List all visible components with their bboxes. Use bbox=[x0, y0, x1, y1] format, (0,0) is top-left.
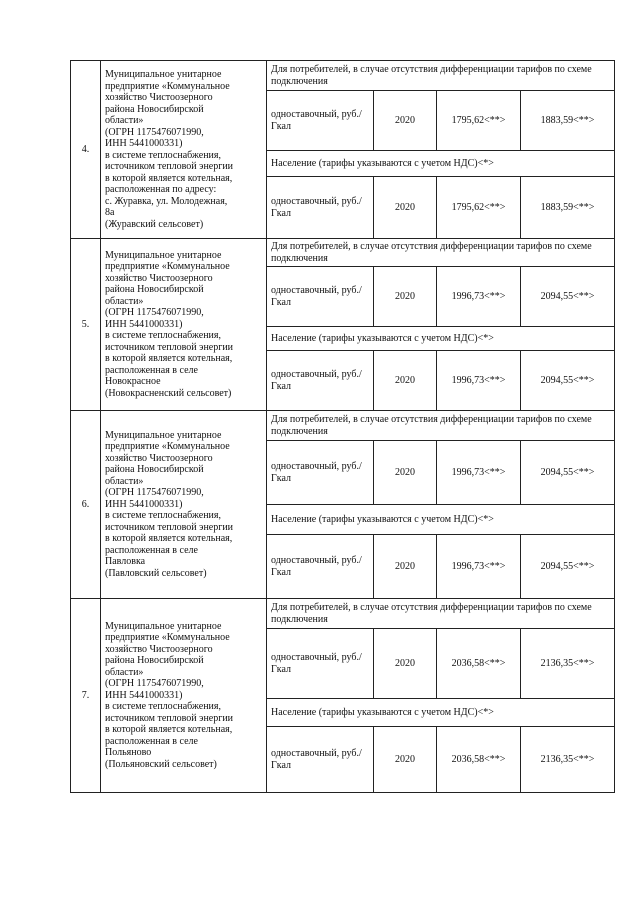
organization-line: Муниципальное унитарное bbox=[105, 69, 222, 80]
tariff-year: 2020 bbox=[374, 727, 437, 793]
tariff-unit: одноставочный, руб./Гкал bbox=[267, 267, 374, 327]
row-number: 4. bbox=[71, 61, 101, 239]
organization-line: расположенная в селе bbox=[105, 364, 198, 376]
price-first-half: 2036,58<**> bbox=[437, 629, 521, 699]
organization-description bbox=[101, 61, 267, 239]
organization-line: в которой является котельная, bbox=[105, 172, 233, 184]
organization-line: области» bbox=[105, 475, 144, 487]
price-second-half: 1883,59<**> bbox=[521, 91, 615, 151]
organization-line: источником тепловой энергии bbox=[105, 341, 234, 353]
organization-line: хозяйство Чистоозерного bbox=[105, 452, 213, 464]
price-second-half: 2136,35<**> bbox=[521, 629, 615, 699]
organization-line: предприятие «Коммунальное bbox=[105, 261, 230, 273]
organization-description bbox=[101, 411, 267, 599]
table-row bbox=[71, 411, 615, 441]
tariff-year: 2020 bbox=[374, 267, 437, 327]
price-first-half: 1996,73<**> bbox=[437, 441, 521, 505]
consumers-header: Для потребителей, в случае отсутствия дифференциации тарифов по схеме подключения bbox=[267, 411, 615, 441]
organization-line: в системе теплоснабжения, bbox=[105, 330, 222, 342]
tariff-unit: одноставочный, руб./Гкал bbox=[267, 441, 374, 505]
organization-line: источником тепловой энергии bbox=[105, 161, 234, 172]
organization-line: в системе теплоснабжения, bbox=[105, 701, 222, 713]
organization-line: района Новосибирской bbox=[105, 284, 204, 296]
price-second-half: 2094,55<**> bbox=[521, 535, 615, 599]
price-second-half: 2094,55<**> bbox=[521, 441, 615, 505]
organization-line: Польяново bbox=[105, 747, 152, 759]
organization-line: в системе теплоснабжения, bbox=[105, 510, 222, 522]
organization-line: Муниципальное унитарное bbox=[105, 620, 222, 632]
organization-line: области» bbox=[105, 666, 144, 678]
price-second-half: 1883,59<**> bbox=[521, 177, 615, 239]
population-header: Население (тарифы указываются с учетом НДС)<*> bbox=[267, 151, 615, 177]
organization-line: района Новосибирской bbox=[105, 464, 204, 476]
table-row bbox=[71, 599, 615, 629]
organization-description bbox=[101, 599, 267, 793]
consumers-header: Для потребителей, в случае отсутствия дифференциации тарифов по схеме подключения bbox=[267, 599, 615, 629]
organization-line: ИНН 5441000331) bbox=[105, 689, 183, 701]
organization-line: (ОГРН 1175476071990, bbox=[105, 307, 204, 319]
price-first-half: 1996,73<**> bbox=[437, 267, 521, 327]
organization-line: в которой является котельная, bbox=[105, 353, 233, 365]
organization-line: источником тепловой энергии bbox=[105, 712, 234, 724]
population-header: Население (тарифы указываются с учетом НДС)<*> bbox=[267, 327, 615, 351]
organization-line: предприятие «Коммунальное bbox=[105, 632, 230, 644]
organization-line: источником тепловой энергии bbox=[105, 521, 234, 533]
tariff-year: 2020 bbox=[374, 629, 437, 699]
price-first-half: 1795,62<**> bbox=[437, 177, 521, 239]
price-second-half: 2094,55<**> bbox=[521, 267, 615, 327]
consumers-header: Для потребителей, в случае отсутствия дифференциации тарифов по схеме подключения bbox=[267, 239, 615, 267]
organization-line: хозяйство Чистоозерного bbox=[105, 272, 213, 284]
organization-line: расположенная по адресу: bbox=[105, 184, 217, 195]
organization-line: в которой является котельная, bbox=[105, 724, 233, 736]
organization-line: (ОГРН 1175476071990, bbox=[105, 678, 204, 690]
population-header: Население (тарифы указываются с учетом НДС)<*> bbox=[267, 699, 615, 727]
tariff-year: 2020 bbox=[374, 91, 437, 151]
organization-line: расположенная в селе bbox=[105, 735, 198, 747]
organization-line: расположенная в селе bbox=[105, 544, 198, 556]
tariff-unit: одноставочный, руб./Гкал bbox=[267, 351, 374, 411]
organization-line: хозяйство Чистоозерного bbox=[105, 643, 213, 655]
tariff-unit: одноставочный, руб./Гкал bbox=[267, 91, 374, 151]
organization-line: 8а bbox=[105, 207, 115, 218]
organization-line: района Новосибирской bbox=[105, 103, 204, 115]
organization-line: области» bbox=[105, 295, 144, 307]
table-row bbox=[71, 61, 615, 91]
organization-line: Павловка bbox=[105, 556, 146, 568]
price-second-half: 2094,55<**> bbox=[521, 351, 615, 411]
table-row bbox=[71, 239, 615, 267]
organization-line: ИНН 5441000331) bbox=[105, 138, 183, 149]
population-header: Население (тарифы указываются с учетом НДС)<*> bbox=[267, 505, 615, 535]
organization-line: предприятие «Коммунальное bbox=[105, 441, 230, 453]
organization-line: хозяйство Чистоозерного bbox=[105, 92, 213, 103]
price-first-half: 1996,73<**> bbox=[437, 351, 521, 411]
consumers-header: Для потребителей, в случае отсутствия дифференциации тарифов по схеме подключения bbox=[267, 61, 615, 91]
price-first-half: 1996,73<**> bbox=[437, 535, 521, 599]
organization-line: (Польяновский сельсовет) bbox=[105, 758, 217, 770]
tariff-year: 2020 bbox=[374, 441, 437, 505]
tariff-year: 2020 bbox=[374, 535, 437, 599]
organization-line: предприятие «Коммунальное bbox=[105, 80, 230, 92]
organization-line: ИНН 5441000331) bbox=[105, 318, 183, 330]
organization-line: (ОГРН 1175476071990, bbox=[105, 487, 204, 499]
organization-line: (Павловский сельсовет) bbox=[105, 567, 207, 579]
row-number: 7. bbox=[71, 599, 101, 793]
tariff-table bbox=[70, 60, 615, 793]
organization-line: Муниципальное унитарное bbox=[105, 429, 222, 441]
organization-line: (Новокрасненский сельсовет) bbox=[105, 387, 232, 399]
price-first-half: 2036,58<**> bbox=[437, 727, 521, 793]
tariff-table-body bbox=[71, 61, 615, 793]
organization-line: Новокрасное bbox=[105, 376, 161, 388]
tariff-unit: одноставочный, руб./Гкал bbox=[267, 177, 374, 239]
organization-line: в которой является котельная, bbox=[105, 533, 233, 545]
row-number: 5. bbox=[71, 239, 101, 411]
organization-line: (Журавский сельсовет) bbox=[105, 218, 204, 230]
organization-line: района Новосибирской bbox=[105, 655, 204, 667]
tariff-year: 2020 bbox=[374, 177, 437, 239]
tariff-unit: одноставочный, руб./Гкал bbox=[267, 629, 374, 699]
price-first-half: 1795,62<**> bbox=[437, 91, 521, 151]
tariff-year: 2020 bbox=[374, 351, 437, 411]
organization-line: с. Журавка, ул. Молодежная, bbox=[105, 195, 228, 207]
organization-line: ИНН 5441000331) bbox=[105, 498, 183, 510]
organization-description bbox=[101, 239, 267, 411]
row-number: 6. bbox=[71, 411, 101, 599]
organization-line: области» bbox=[105, 115, 144, 126]
tariff-unit: одноставочный, руб./Гкал bbox=[267, 727, 374, 793]
organization-line: в системе теплоснабжения, bbox=[105, 149, 222, 161]
organization-line: (ОГРН 1175476071990, bbox=[105, 126, 204, 138]
organization-line: Муниципальное унитарное bbox=[105, 249, 222, 261]
tariff-unit: одноставочный, руб./Гкал bbox=[267, 535, 374, 599]
price-second-half: 2136,35<**> bbox=[521, 727, 615, 793]
